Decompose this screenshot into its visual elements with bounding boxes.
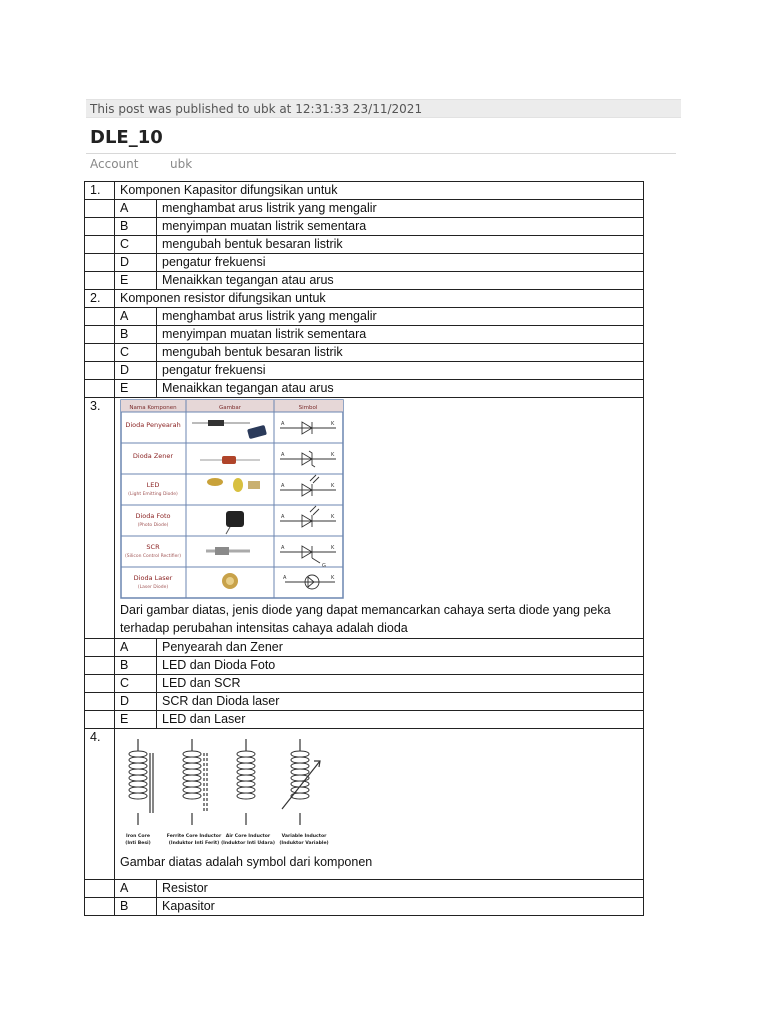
diode-table-image [120, 399, 344, 599]
inductor-label: Iron Core [126, 834, 150, 839]
option-letter: C [115, 236, 157, 254]
diode-name: Dioda Penyearah [125, 421, 181, 429]
question-row [85, 729, 644, 880]
option-row [85, 218, 644, 236]
option-row [85, 693, 644, 711]
option-row [85, 200, 644, 218]
diode-name: Dioda Foto [135, 512, 171, 520]
option-row [85, 880, 644, 898]
option-text: Menaikkan tegangan atau arus [157, 380, 644, 398]
option-letter: B [115, 657, 157, 675]
diode-name: LED [146, 481, 160, 489]
question-body [115, 729, 644, 880]
option-text: Kapasitor [157, 898, 644, 916]
option-text: SCR dan Dioda laser [157, 693, 644, 711]
diode-name: Dioda Laser [133, 574, 173, 582]
option-letter: B [115, 326, 157, 344]
option-row [85, 308, 644, 326]
option-letter: A [115, 639, 157, 657]
question-number: 1. [85, 182, 115, 200]
inductor-label: (Induktor Inti Udara) [221, 841, 275, 846]
option-letter: E [115, 711, 157, 729]
inductor-label: Ferrite Core Inductor [166, 834, 222, 839]
option-text: Penyearah dan Zener [157, 639, 644, 657]
option-row [85, 639, 644, 657]
option-letter: B [115, 218, 157, 236]
svg-text:K: K [331, 452, 335, 458]
option-row [85, 326, 644, 344]
page-title: DLE_10 [90, 127, 163, 148]
option-row [85, 272, 644, 290]
svg-text:K: K [331, 575, 335, 581]
option-row [85, 657, 644, 675]
option-text: Menaikkan tegangan atau arus [157, 272, 644, 290]
option-letter: D [115, 693, 157, 711]
option-row [85, 898, 644, 916]
question-text: Dari gambar diatas, jenis diode yang dapat memancarkan cahaya serta diode yang peka terhadap perubahan intensitas cahaya adalah dioda [120, 603, 611, 635]
diode-name: Dioda Zener [132, 452, 174, 460]
option-text: menyimpan muatan listrik sementara [157, 326, 644, 344]
option-letter: D [115, 362, 157, 380]
account-value: ubk [170, 157, 193, 171]
option-letter: A [115, 200, 157, 218]
option-text: LED dan SCR [157, 675, 644, 693]
option-text: menghambat arus listrik yang mengalir [157, 200, 644, 218]
option-letter: A [115, 308, 157, 326]
option-row [85, 254, 644, 272]
option-text: LED dan Laser [157, 711, 644, 729]
inductor-label: (Induktor Inti Ferit) [168, 841, 220, 846]
option-row [85, 675, 644, 693]
question-number: 2. [85, 290, 115, 308]
diode-subname: (Photo Diode) [137, 523, 169, 528]
svg-text:A: A [281, 421, 285, 427]
inductor-symbols-image [120, 729, 335, 853]
svg-text:K: K [331, 483, 335, 489]
diode-table-header: Simbol [298, 405, 318, 411]
option-row [85, 344, 644, 362]
question-text: Komponen Kapasitor difungsikan untuk [115, 182, 644, 200]
option-text: Resistor [157, 880, 644, 898]
option-text: menghambat arus listrik yang mengalir [157, 308, 644, 326]
diode-subname: (Laser Diode) [137, 585, 169, 590]
option-letter: E [115, 272, 157, 290]
question-number: 3. [85, 398, 115, 639]
option-text: pengatur frekuensi [157, 362, 644, 380]
diode-name: SCR [146, 543, 160, 551]
title-divider [86, 153, 676, 154]
question-table [84, 181, 644, 916]
inductor-label: Variable Inductor [281, 834, 327, 839]
diode-subname: (Silicon Control Rectifier) [125, 554, 181, 559]
inductor-label: (Induktor Variable) [279, 841, 329, 846]
account-label: Account [90, 157, 139, 171]
question-row [85, 398, 644, 639]
option-letter: A [115, 880, 157, 898]
diode-table-header: Nama Komponen [129, 405, 177, 411]
svg-text:A: A [283, 575, 287, 581]
svg-text:K: K [331, 514, 335, 520]
question-text: Komponen resistor difungsikan untuk [115, 290, 644, 308]
diode-table-header: Gambar [218, 405, 242, 411]
inductor-label: Air Core Inductor [225, 834, 271, 839]
option-letter: D [115, 254, 157, 272]
inductor-label: (Inti Besi) [125, 841, 151, 846]
question-text: Gambar diatas adalah symbol dari komponen [120, 855, 373, 869]
svg-text:A: A [281, 545, 285, 551]
option-text: menyimpan muatan listrik sementara [157, 218, 644, 236]
svg-text:A: A [281, 514, 285, 520]
option-letter: B [115, 898, 157, 916]
question-number: 4. [85, 729, 115, 880]
option-letter: C [115, 344, 157, 362]
option-row [85, 236, 644, 254]
question-body [115, 398, 644, 639]
option-text: pengatur frekuensi [157, 254, 644, 272]
svg-text:A: A [281, 483, 285, 489]
option-letter: C [115, 675, 157, 693]
svg-text:K: K [331, 421, 335, 427]
publish-notice: This post was published to ubk at 12:31:33 23/11/2021 [86, 99, 681, 118]
svg-text:G: G [322, 563, 326, 569]
diode-subname: (Light Emitting Diode) [128, 492, 178, 497]
question-row [85, 182, 644, 200]
option-text: LED dan Dioda Foto [157, 657, 644, 675]
option-text: mengubah bentuk besaran listrik [157, 236, 644, 254]
option-row [85, 380, 644, 398]
svg-text:A: A [281, 452, 285, 458]
option-letter: E [115, 380, 157, 398]
account-row [90, 157, 193, 171]
question-row [85, 290, 644, 308]
svg-text:K: K [331, 545, 335, 551]
option-row [85, 362, 644, 380]
option-row [85, 711, 644, 729]
option-text: mengubah bentuk besaran listrik [157, 344, 644, 362]
